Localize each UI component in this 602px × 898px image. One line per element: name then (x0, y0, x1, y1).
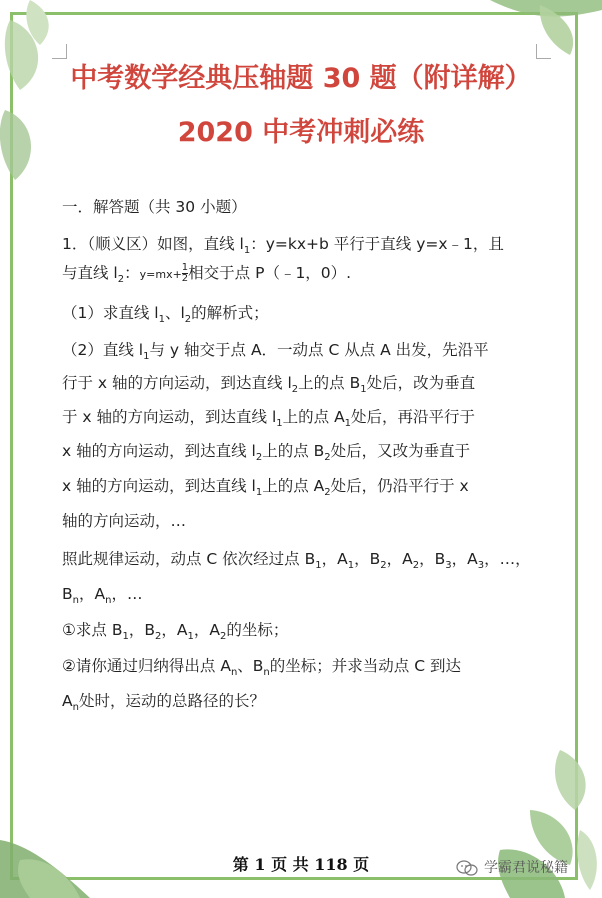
leaf-decoration-top-right (470, 0, 602, 60)
sub-question-2-line-1: ②请你通过归纳得出点 $A_n$、$B_n$的坐标；并求当动点 C 到达 (62, 657, 461, 679)
document-subtitle: 2020 中考冲刺必练 (177, 117, 425, 148)
question-2-line-2: 行于 x 轴的方向运动，到达直线 $l_2$上的点 $B_1$处后，改为垂直 (62, 374, 476, 396)
section-heading: 一．解答题（共 30 小题） (62, 198, 247, 216)
problem-line-1: 1．（顺义区）如图，直线 $l_1$：y=kx+b 平行于直线 y=x﹣1，且 (62, 235, 504, 257)
page-footer: 第 1 页 共 118 页 (232, 855, 370, 874)
wechat-icon (456, 860, 478, 876)
leaf-decoration-bottom-left (0, 800, 120, 898)
sub-question-1: ①求点 $B_1$，$B_2$，$A_1$，$A_2$的坐标； (62, 621, 289, 643)
rule-line-1: 照此规律运动，动点 C 依次经过点 $B_1$，$A_1$，$B_2$，$A_2$，$B_3$，$A_3$，…， (62, 550, 531, 572)
sub-question-2-line-2: $A_n$处时，运动的总路径的长？ (62, 692, 265, 714)
problem-line-2: 与直线 $l_2$：y=mx+ $\frac{1}{2}$ 相交于点 P（﹣1，0）. (62, 262, 352, 286)
question-2-line-6: 轴的方向运动，… (62, 512, 187, 530)
document-title: 中考数学经典压轴题 30 题（附详解） (70, 63, 532, 94)
leaf-decoration-top-left (0, 0, 70, 200)
question-2-line-5: x 轴的方向运动，到达直线 $l_1$上的点 $A_2$处后，仍沿平行于 x (62, 477, 469, 499)
question-2-line-3: 于 x 轴的方向运动，到达直线 $l_1$上的点 $A_1$处后，再沿平行于 (62, 408, 476, 430)
fraction-one-half: $\frac{1}{2}$ (181, 262, 189, 284)
question-2-line-4: x 轴的方向运动，到达直线 $l_2$上的点 $B_2$处后，又改为垂直于 (62, 442, 471, 464)
question-2-line-1: （2）直线 $l_1$与 y 轴交于点 A．一动点 C 从点 A 出发，先沿平 (62, 341, 489, 363)
watermark-text: 学霸君说秘籍 (484, 860, 568, 876)
rule-line-2: $B_n$，$A_n$，… (62, 585, 143, 607)
watermark (456, 857, 568, 877)
question-1: （1）求直线 $l_1$、$l_2$的解析式； (62, 304, 269, 326)
